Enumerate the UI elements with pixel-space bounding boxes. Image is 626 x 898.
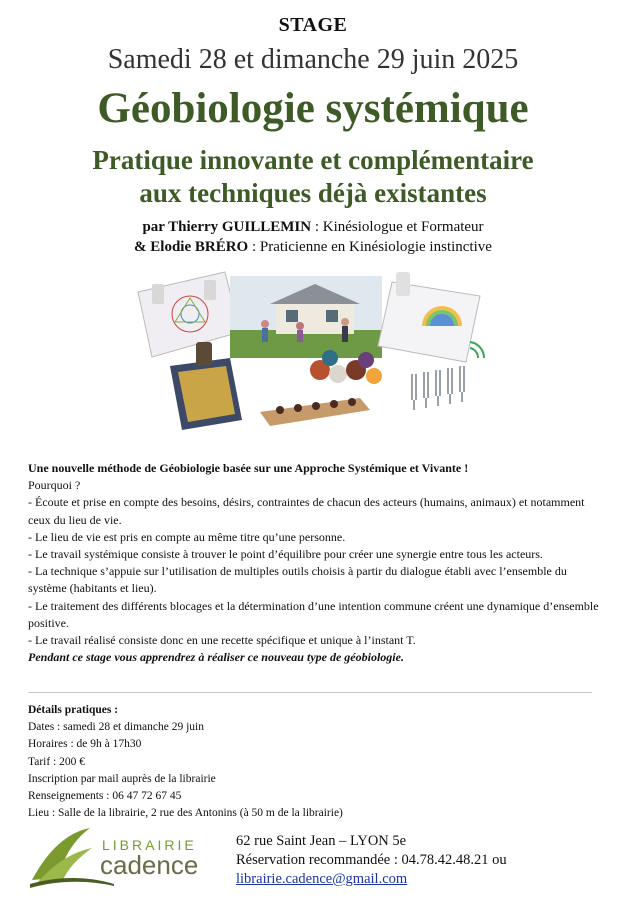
divider [28, 692, 592, 693]
author2-prefix: & [134, 239, 151, 255]
details-hours: Horaires : de 9h à 17h30 [28, 738, 142, 751]
author-line-1 [0, 219, 626, 236]
practical-details [28, 702, 600, 822]
body-text [28, 460, 600, 666]
house-photo [230, 276, 382, 358]
details-dates: Dates : samedi 28 et dimanche 29 juin [28, 721, 204, 734]
point-1: - Écoute et prise en compte des besoins, désirs, contraintes de chacun des acteurs (humains, animaux) et notamment ceux du lieu de vie. [28, 495, 585, 527]
intro-line: Une nouvelle méthode de Géobiologie basée sur une Approche Systémique et Vivante ! [28, 461, 469, 475]
author1-prefix: par [142, 219, 169, 235]
logo-line-2: cadence [100, 850, 199, 880]
color-disc-card [378, 272, 480, 362]
reservation: Réservation recommandée : 04.78.42.48.21 ou [236, 852, 507, 868]
stage-label: STAGE [278, 14, 348, 36]
details-info: Renseignements : 06 47 72 67 45 [28, 790, 182, 803]
why-line: Pourquoi ? [28, 478, 81, 493]
point-2: - Le lieu de vie est pris en compte au même titre qu’une personne. [28, 529, 346, 544]
wooden-tray [260, 398, 370, 426]
point-6: - Le travail réalisé consiste donc en une recette spécifique et unique à l’instant T. [28, 633, 416, 648]
author2-name: Elodie BRÉRO [150, 239, 249, 255]
details-registration: Inscription par mail auprès de la librairie [28, 772, 216, 785]
address: 62 rue Saint Jean – LYON 5e [236, 833, 407, 849]
logo-line-1: LIBRAIRIE [102, 837, 197, 853]
details-place: Lieu : Salle de la librairie, 2 rue des Antonins (à 50 m de la librairie) [28, 807, 343, 820]
author2-role: : Praticienne en Kinésiologie instinctive [248, 239, 492, 255]
subtitle-line-1: Pratique innovante et complémentaire [92, 145, 534, 175]
details-price: Tarif : 200 € [28, 755, 86, 768]
author1-name: Thierry GUILLEMIN [168, 219, 312, 235]
librairie-cadence-logo [28, 820, 228, 890]
point-5: - Le traitement des différents blocages et la détermination d’une intention commune créent une dynamique d’ensemble positive. [28, 598, 599, 630]
pendulum-chart-card [138, 272, 240, 357]
closing-line: Pendant ce stage vous apprendrez à réaliser ce nouveau type de géobiologie. [28, 650, 404, 665]
details-heading: Détails pratiques : [28, 704, 119, 716]
page-title: Géobiologie systémique [97, 85, 529, 132]
event-dates: Samedi 28 et dimanche 29 juin 2025 [107, 44, 519, 75]
author-line-2 [0, 239, 626, 256]
point-3: - Le travail systémique consiste à trouver le point d’équilibre pour créer une synergie entre tous les acteurs. [28, 547, 543, 562]
collage-image [130, 262, 490, 434]
point-4: - La technique s’appuie sur l’utilisation de multiples outils choisis à partir du dialogue établi avec l’ensemble du système (habitants et lieu). [28, 564, 567, 596]
email-link[interactable]: librairie.cadence@gmail.com [236, 871, 408, 887]
subtitle-line-2: aux techniques déjà existantes [139, 178, 487, 208]
contact-block [236, 832, 507, 889]
author1-role: : Kinésiologue et Formateur [311, 219, 484, 235]
